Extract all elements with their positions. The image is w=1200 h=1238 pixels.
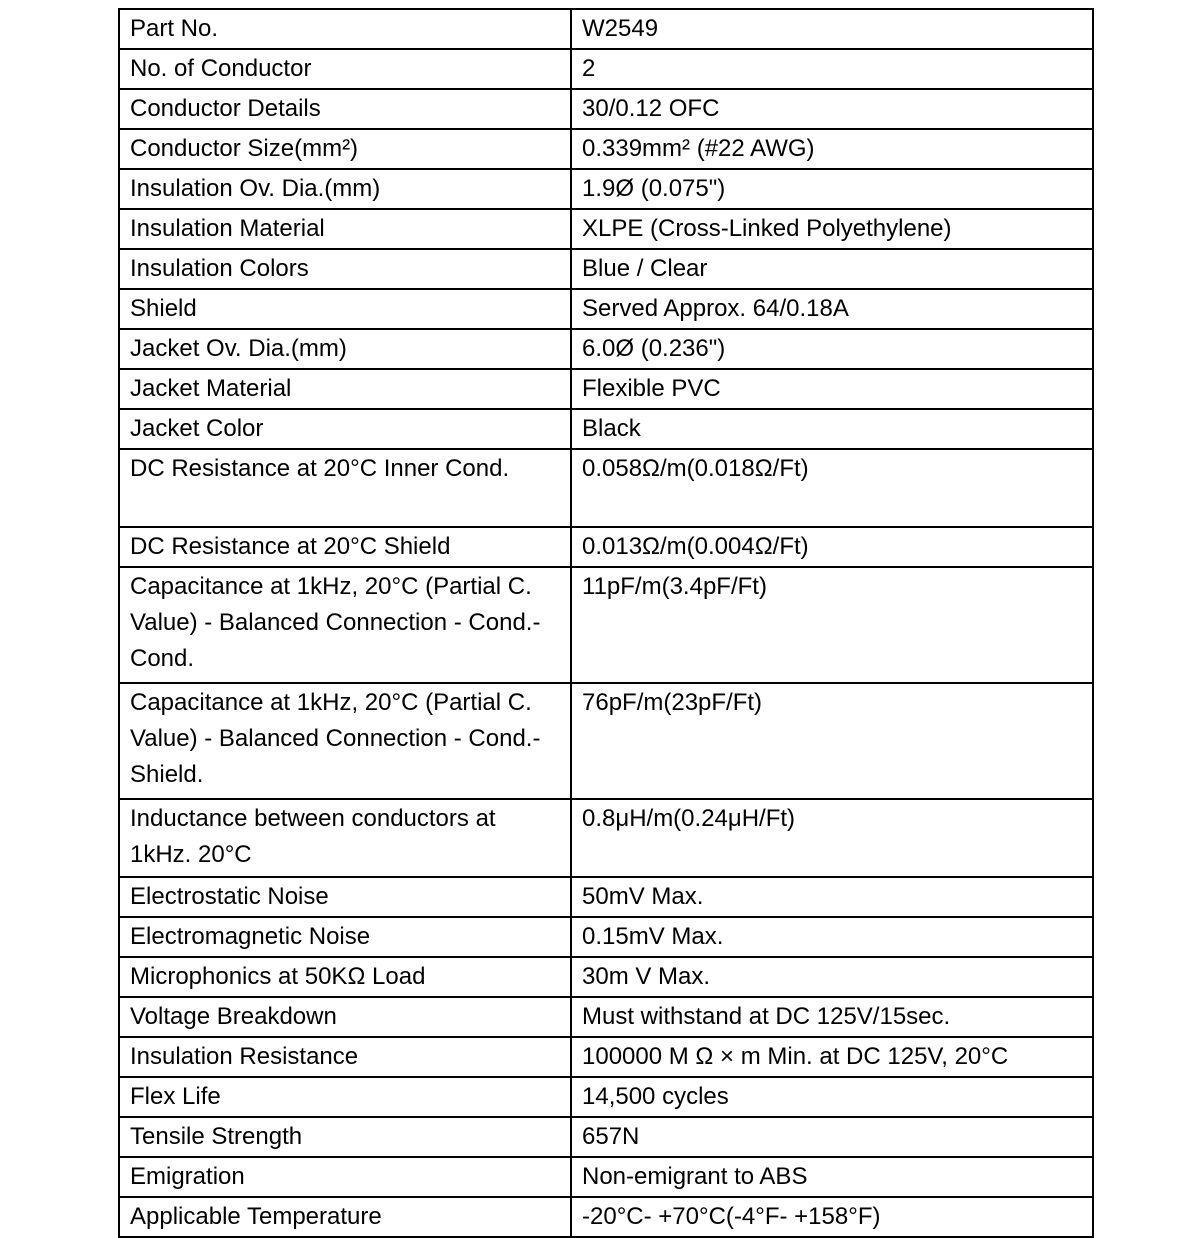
- spec-value-cell: 76pF/m(23pF/Ft): [571, 683, 1093, 799]
- spec-value-cell: 0.15mV Max.: [571, 917, 1093, 957]
- spec-label-cell: Conductor Details: [119, 89, 571, 129]
- table-row: [119, 329, 1093, 369]
- spec-value-cell: 0.339mm² (#22 AWG): [571, 129, 1093, 169]
- spec-label-cell: Conductor Size(mm²): [119, 129, 571, 169]
- spec-value-cell: 0.013Ω/m(0.004Ω/Ft): [571, 527, 1093, 567]
- table-row: [119, 369, 1093, 409]
- table-row: [119, 799, 1093, 877]
- spec-value-cell: 1.9Ø (0.075"): [571, 169, 1093, 209]
- spec-label-cell: Applicable Temperature: [119, 1197, 571, 1237]
- spec-value-cell: Black: [571, 409, 1093, 449]
- spec-value-cell: 657N: [571, 1117, 1093, 1157]
- table-row: [119, 957, 1093, 997]
- spec-value-cell: W2549: [571, 9, 1093, 49]
- spec-value-cell: 11pF/m(3.4pF/Ft): [571, 567, 1093, 683]
- table-row: [119, 1157, 1093, 1197]
- spec-value-cell: 100000 M Ω × m Min. at DC 125V, 20°C: [571, 1037, 1093, 1077]
- spec-value-cell: 30m V Max.: [571, 957, 1093, 997]
- table-row: [119, 129, 1093, 169]
- spec-value-cell: XLPE (Cross-Linked Polyethylene): [571, 209, 1093, 249]
- table-row: [119, 997, 1093, 1037]
- table-row: [119, 917, 1093, 957]
- spec-label-cell: Jacket Material: [119, 369, 571, 409]
- spec-value-cell: 6.0Ø (0.236"): [571, 329, 1093, 369]
- spec-label-cell: DC Resistance at 20°C Inner Cond.: [119, 449, 571, 527]
- table-row: [119, 249, 1093, 289]
- spec-label-cell: Jacket Color: [119, 409, 571, 449]
- spec-label-cell: Microphonics at 50KΩ Load: [119, 957, 571, 997]
- table-row: [119, 567, 1093, 683]
- table-row: [119, 683, 1093, 799]
- spec-value-cell: -20°C- +70°C(-4°F- +158°F): [571, 1197, 1093, 1237]
- spec-label-cell: Insulation Colors: [119, 249, 571, 289]
- spec-value-cell: Blue / Clear: [571, 249, 1093, 289]
- spec-value-cell: 0.8μH/m(0.24μH/Ft): [571, 799, 1093, 877]
- spec-label-cell: Shield: [119, 289, 571, 329]
- spec-label-cell: Insulation Material: [119, 209, 571, 249]
- spec-table: [118, 8, 1094, 1238]
- table-row: [119, 1197, 1093, 1237]
- table-row: [119, 1117, 1093, 1157]
- spec-label-cell: Tensile Strength: [119, 1117, 571, 1157]
- spec-value-cell: Non-emigrant to ABS: [571, 1157, 1093, 1197]
- spec-value-cell: 50mV Max.: [571, 877, 1093, 917]
- table-row: [119, 1077, 1093, 1117]
- table-row: [119, 169, 1093, 209]
- spec-value-cell: 2: [571, 49, 1093, 89]
- table-row: [119, 89, 1093, 129]
- table-row: [119, 49, 1093, 89]
- spec-label-cell: Inductance between conductors at 1kHz. 20°C: [119, 799, 571, 877]
- spec-label-cell: Insulation Ov. Dia.(mm): [119, 169, 571, 209]
- spec-label-cell: Capacitance at 1kHz, 20°C (Partial C. Value) - Balanced Connection - Cond.-Cond.: [119, 567, 571, 683]
- spec-label-cell: DC Resistance at 20°C Shield: [119, 527, 571, 567]
- spec-label-cell: Emigration: [119, 1157, 571, 1197]
- spec-label-cell: No. of Conductor: [119, 49, 571, 89]
- spec-label-cell: Insulation Resistance: [119, 1037, 571, 1077]
- spec-label-cell: Jacket Ov. Dia.(mm): [119, 329, 571, 369]
- spec-value-cell: 30/0.12 OFC: [571, 89, 1093, 129]
- spec-value-cell: 14,500 cycles: [571, 1077, 1093, 1117]
- spec-value-cell: Served Approx. 64/0.18A: [571, 289, 1093, 329]
- table-row: [119, 9, 1093, 49]
- spec-label-cell: Flex Life: [119, 1077, 571, 1117]
- spec-value-cell: Must withstand at DC 125V/15sec.: [571, 997, 1093, 1037]
- spec-label-cell: Part No.: [119, 9, 571, 49]
- spec-label-cell: Electrostatic Noise: [119, 877, 571, 917]
- spec-label-cell: Electromagnetic Noise: [119, 917, 571, 957]
- table-row: [119, 877, 1093, 917]
- table-row: [119, 527, 1093, 567]
- table-row: [119, 1037, 1093, 1077]
- spec-label-cell: Voltage Breakdown: [119, 997, 571, 1037]
- table-row: [119, 409, 1093, 449]
- spec-value-cell: 0.058Ω/m(0.018Ω/Ft): [571, 449, 1093, 527]
- table-row: [119, 289, 1093, 329]
- spec-value-cell: Flexible PVC: [571, 369, 1093, 409]
- spec-label-cell: Capacitance at 1kHz, 20°C (Partial C. Value) - Balanced Connection - Cond.- Shield.: [119, 683, 571, 799]
- table-row: [119, 209, 1093, 249]
- table-row: [119, 449, 1093, 527]
